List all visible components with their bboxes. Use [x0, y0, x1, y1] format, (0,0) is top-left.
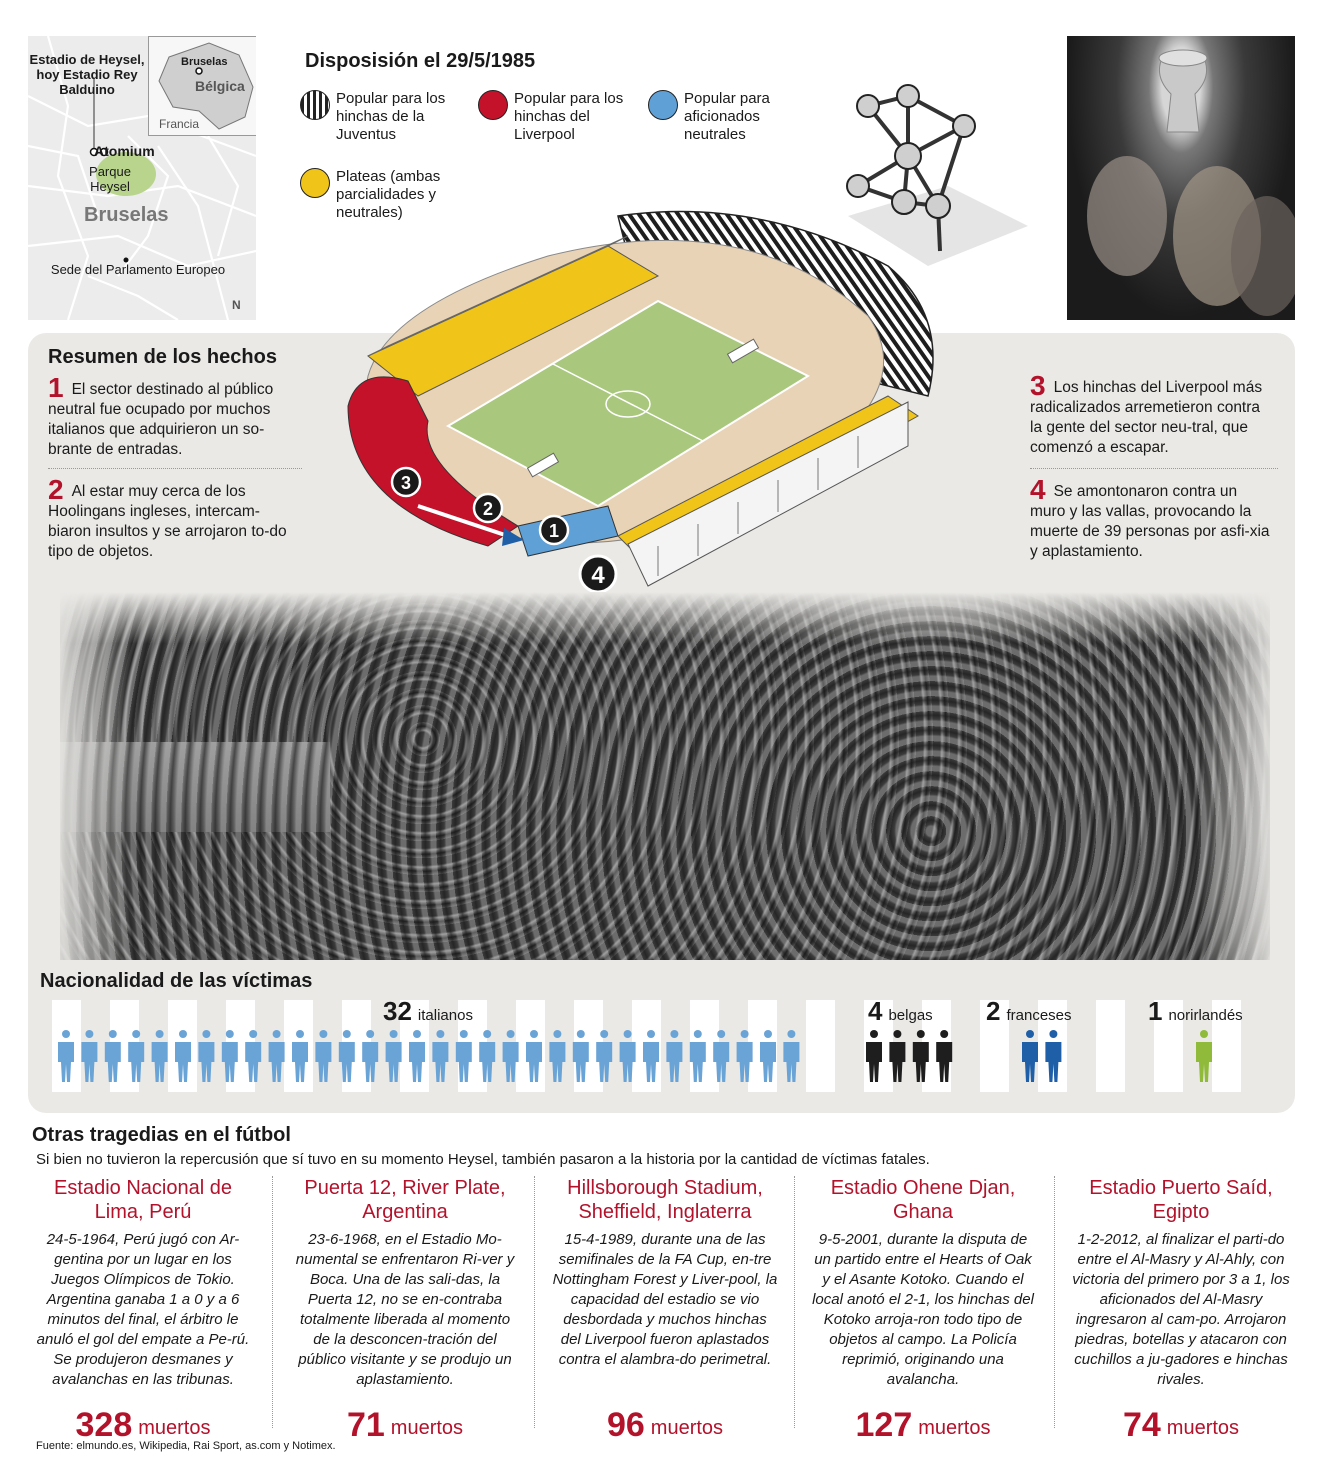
tragedy-ghana [810, 1176, 1036, 1445]
victim-figure-icon [198, 1030, 214, 1082]
death-unit: muertos [138, 1417, 211, 1439]
fact-number: 2 [48, 474, 64, 505]
summary-title: Resumen de los hechos [48, 346, 277, 368]
nat-name: belgas [888, 1007, 933, 1024]
death-unit: muertos [650, 1417, 724, 1439]
nat-name: norirlandés [1168, 1007, 1243, 1024]
tragedy-text: 9-5-2001, durante la disputa de un partido entre el Hearts of Oak y el Asante Kotoko. Cuando el local anotó el 2-1, los hinchas del Kotoko arroja-ron todo tipo de objetos al campo. La Policía reprimió, originando una avalancha. [812, 1231, 1034, 1388]
fact-text: El sector destinado al público neutral fue ocupado por muchos italianos que adquirieron un so-brante de entradas. [48, 381, 274, 458]
divider [1030, 468, 1278, 469]
death-count: 96 [606, 1406, 645, 1444]
death-unit: muertos [918, 1417, 991, 1439]
parliament-label: Sede del Parlamento Europeo [50, 262, 226, 277]
legend-title: Disposisión el 29/5/1985 [305, 50, 536, 72]
death-unit: muertos [1166, 1417, 1240, 1439]
tragedy-river [292, 1176, 518, 1445]
tragedy-text: 24-5-1964, Perú jugó con Ar-gentina por un lugar en los Juegos Olímpicos de Tokio. Argentina ganaba 1 a 0 y a 6 minutos del final, el árbitro le anuló el gol del empate a Pe-rú. Se produjeron desmanes y avalanchas en las tribunas. [36, 1231, 250, 1388]
fact-text: Se amontonaron contra un muro y las vallas, provocando la muerte de 39 personas por asfi-xia y aplastamiento. [1030, 483, 1270, 560]
victim-figure-icon [81, 1030, 97, 1082]
marker-3: 3 [400, 473, 412, 493]
divider [48, 468, 302, 469]
trophy-silhouette [1067, 36, 1295, 320]
inset-map [148, 36, 256, 136]
victim-figure-icon [1022, 1030, 1038, 1082]
tragedy-name: Hillsborough Stadium, Sheffield, Inglaterra [567, 1177, 763, 1223]
stripe [1096, 1000, 1125, 1092]
nat-italianos [383, 996, 473, 1027]
fact-3 [1030, 370, 1275, 458]
inset-neighbor-label: Francia [159, 117, 200, 131]
tragedy-name: Puerta 12, River Plate, Argentina [304, 1177, 506, 1223]
legend-label: Plateas (ambas parcialidades y neutrales) [336, 168, 441, 221]
victims-stripes [52, 1000, 1262, 1092]
tragedy-hillsborough [552, 1176, 778, 1445]
tragedy-name: Estadio Puerto Saíd, Egipto [1089, 1177, 1273, 1223]
column-divider [1054, 1176, 1055, 1428]
city-label: Bruselas [84, 204, 169, 226]
column-divider [534, 1176, 535, 1428]
legend-item-liverpool [478, 90, 638, 144]
tragedy-text: 1-2-2012, al finalizar el parti-do entre el Al-Masry y Al-Ahly, con victoria del primero por 3 a 1, los aficionados del Al-Masry ingresaron al cam-po. Arrojaron piedras, botellas y atacaron con cuchillos a ju-gadores e hinchas rivales. [1072, 1231, 1290, 1388]
tragedy-egipto [1068, 1176, 1294, 1445]
nat-count: 32 [383, 996, 412, 1026]
tragedy-text: 15-4-1989, durante una de las semifinales de la FA Cup, en-tre Nottingham Forest y Liver-pool, la capacidad del estadio se vio desbordada y muchos hinchas del Liverpool fueron aplastados contra el alambra-do perimetral. [552, 1231, 778, 1368]
nat-belgas [868, 996, 933, 1027]
red-swatch-icon [478, 90, 508, 120]
fact-text: Al estar muy cerca de los Hoolingans ingleses, intercam-biaron insultos y se arrojaron to-do tipo de objetos. [48, 483, 287, 560]
inset-city-label: Bruselas [181, 56, 228, 68]
nat-franceses [986, 996, 1072, 1027]
blue-swatch-icon [648, 90, 678, 120]
source-note: Fuente: elmundo.es, Wikipedia, Rai Sport, as.com y Notimex. [36, 1440, 336, 1452]
tragedy-deaths [552, 1406, 778, 1445]
tragedy-text: 23-6-1968, en el Estadio Mo-numental se enfrentaron Ri-ver y Boca. Una de las sali-das, la Puerta 12, no se en-contraba totalmente liberada al momento de la desconcen-tración del público visitante y se produjo un aplastamiento. [295, 1231, 515, 1388]
victim-figure-icon [783, 1030, 799, 1082]
death-count: 328 [75, 1406, 133, 1444]
legend-label: Popular para los hinchas del Liverpool [514, 90, 624, 143]
stadium-illustration [328, 206, 948, 596]
marker-4: 4 [591, 562, 605, 589]
legend-label: Popular para aficionados neutrales [684, 90, 770, 143]
victim-figure-icon [152, 1030, 168, 1082]
nat-name: franceses [1006, 1007, 1072, 1024]
death-unit: muertos [390, 1417, 464, 1439]
victim-figure-icon [269, 1030, 285, 1082]
celebration-photo [1067, 36, 1295, 320]
death-count: 71 [346, 1406, 385, 1444]
fact-1 [48, 372, 298, 460]
death-count: 127 [855, 1406, 913, 1444]
nat-name: italianos [417, 1007, 473, 1024]
other-title: Otras tragedias en el fútbol [32, 1124, 291, 1146]
nat-count: 1 [1148, 996, 1163, 1026]
victim-figure-icon [666, 1030, 682, 1082]
legend-item-neutral [648, 90, 808, 144]
victim-figure-icon [549, 1030, 565, 1082]
fact-number: 3 [1030, 370, 1046, 401]
tragedy-deaths [810, 1406, 1036, 1445]
nat-norirlandes [1148, 996, 1243, 1027]
other-subtitle: Si bien no tuvieron la repercusión que sí tuvo en su momento Heysel, también pasaron a la historia por la cantidad de víctimas fatales. [36, 1151, 930, 1168]
yellow-swatch-icon [300, 168, 330, 198]
north-arrow-icon: N [232, 298, 241, 312]
victim-figure-icon [386, 1030, 402, 1082]
crowd-photo [60, 592, 1270, 960]
column-divider [272, 1176, 273, 1428]
marker-1: 1 [548, 521, 560, 541]
legend-label: Popular para los hinchas de la Juventus [336, 90, 446, 143]
legend-item-juventus [300, 90, 465, 144]
atomium-label: Atomium [94, 143, 155, 159]
fact-2 [48, 474, 298, 562]
nationalities-title: Nacionalidad de las víctimas [40, 970, 313, 992]
marker-2: 2 [482, 499, 494, 519]
location-map [28, 36, 256, 320]
park-label: Parque Heysel [89, 164, 131, 194]
victim-figure-icon [315, 1030, 331, 1082]
tragedy-name: Estadio Ohene Djan, Ghana [830, 1177, 1016, 1223]
nat-count: 4 [868, 996, 883, 1026]
victim-figure-icon [1196, 1030, 1212, 1082]
nat-count: 2 [986, 996, 1001, 1026]
victim-figure-icon [432, 1030, 448, 1082]
column-divider [794, 1176, 795, 1428]
tragedy-name: Estadio Nacional de Lima, Perú [54, 1177, 232, 1223]
fact-number: 1 [48, 372, 64, 403]
death-count: 74 [1122, 1406, 1161, 1444]
tragedy-deaths [1068, 1406, 1294, 1445]
striped-swatch-icon [300, 90, 330, 120]
fact-text: Los hinchas del Liverpool más radicalizados arremetieron contra la gente del sector neu-tral, que comenzó a escapar. [1030, 379, 1263, 456]
victims-pictogram [52, 1000, 1262, 1092]
stripe [806, 1000, 835, 1092]
tragedy-lima [30, 1176, 256, 1445]
inset-country-label: Bélgica [195, 78, 245, 94]
fact-number: 4 [1030, 474, 1046, 505]
stadium-label: Estadio de Heysel, hoy Estadio Rey Balduino [29, 52, 145, 97]
fact-4 [1030, 474, 1275, 562]
